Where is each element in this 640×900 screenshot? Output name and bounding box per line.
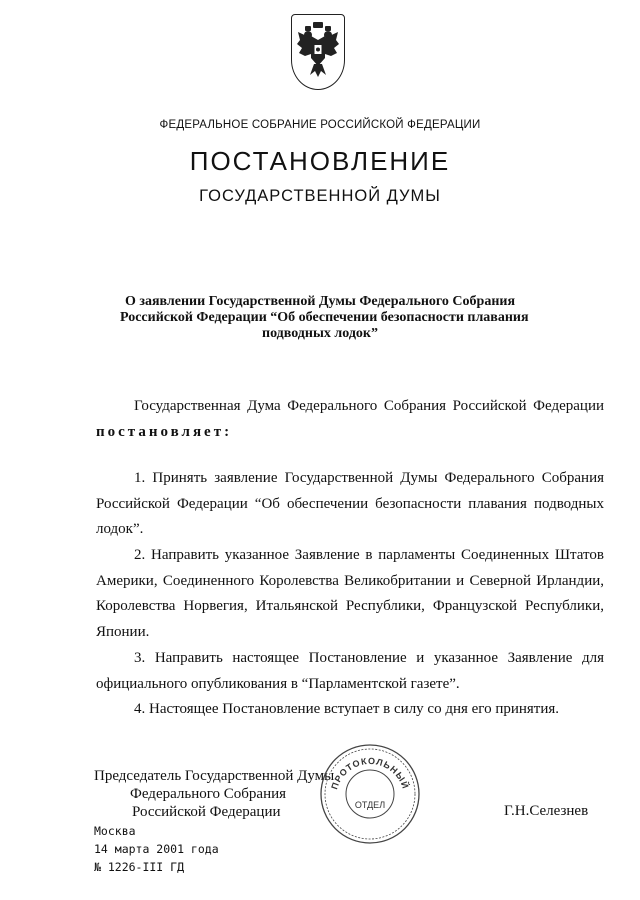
- resolution-item-3: 3. Направить настоящее Постановление и указанное Заявление для официального опубликования в “Парламентской газете”.: [96, 650, 604, 692]
- protocol-department-stamp: [318, 742, 422, 846]
- signatory-title-line: Федерального Собрания: [130, 786, 287, 802]
- document-issuer-subtitle: ГОСУДАРСТВЕННОЙ ДУМЫ: [199, 187, 441, 205]
- issue-date: 14 марта 2001 года: [94, 842, 219, 856]
- document-subject: [120, 294, 529, 342]
- signatory-title-line: Председатель Государственной Думы: [94, 768, 335, 784]
- subject-line: О заявлении Государственной Думы Федерального Собрания: [124, 294, 516, 309]
- stamp-arc-text: [329, 756, 411, 791]
- subject-line: Российской Федерации “Об обеспечении безопасности плавания: [120, 310, 529, 325]
- resolution-item-2: 2. Направить указанное Заявление в парламенты Соединенных Штатов Америки, Соединенного Королевства Великобритании и Северной Ирландии, Королевства Норвегия, Итальянской Республики, Французской Республики, Японии.: [96, 547, 604, 640]
- intro-text: Государственная Дума Федерального Собрания Российской Федерации: [134, 398, 604, 414]
- signatory-title: [94, 767, 334, 821]
- issue-city: Москва: [94, 824, 136, 838]
- subject-line: подводных лодок”: [262, 326, 378, 341]
- stamp-center-label: ОТДЕЛ: [354, 800, 386, 810]
- coat-of-arms-emblem: [291, 14, 345, 90]
- document-number: № 1226-III ГД: [94, 860, 185, 874]
- parliament-name: ФЕДЕРАЛЬНОЕ СОБРАНИЕ РОССИЙСКОЙ ФЕДЕРАЦИИ: [159, 119, 481, 131]
- resolution-item-4: 4. Настоящее Постановление вступает в силу со дня его принятия.: [134, 701, 560, 717]
- document-type-title: ПОСТАНОВЛЕНИЕ: [189, 146, 451, 176]
- signatory-name: Г.Н.Селезнев: [504, 803, 589, 819]
- resolution-item-1: 1. Принять заявление Государственной Думы Федерального Собрания Российской Федерации “Об обеспечении безопасности плавания подводных лодок”.: [96, 470, 604, 537]
- signatory-title-line: Российской Федерации: [132, 804, 281, 820]
- document-metadata: [94, 822, 219, 876]
- resolves-keyword: постановляет:: [96, 423, 233, 440]
- stamp-arc-label: ПРОТОКОЛЬНЫЙ: [329, 755, 411, 791]
- intro-paragraph: [96, 394, 604, 445]
- double-headed-eagle-icon: [296, 20, 340, 82]
